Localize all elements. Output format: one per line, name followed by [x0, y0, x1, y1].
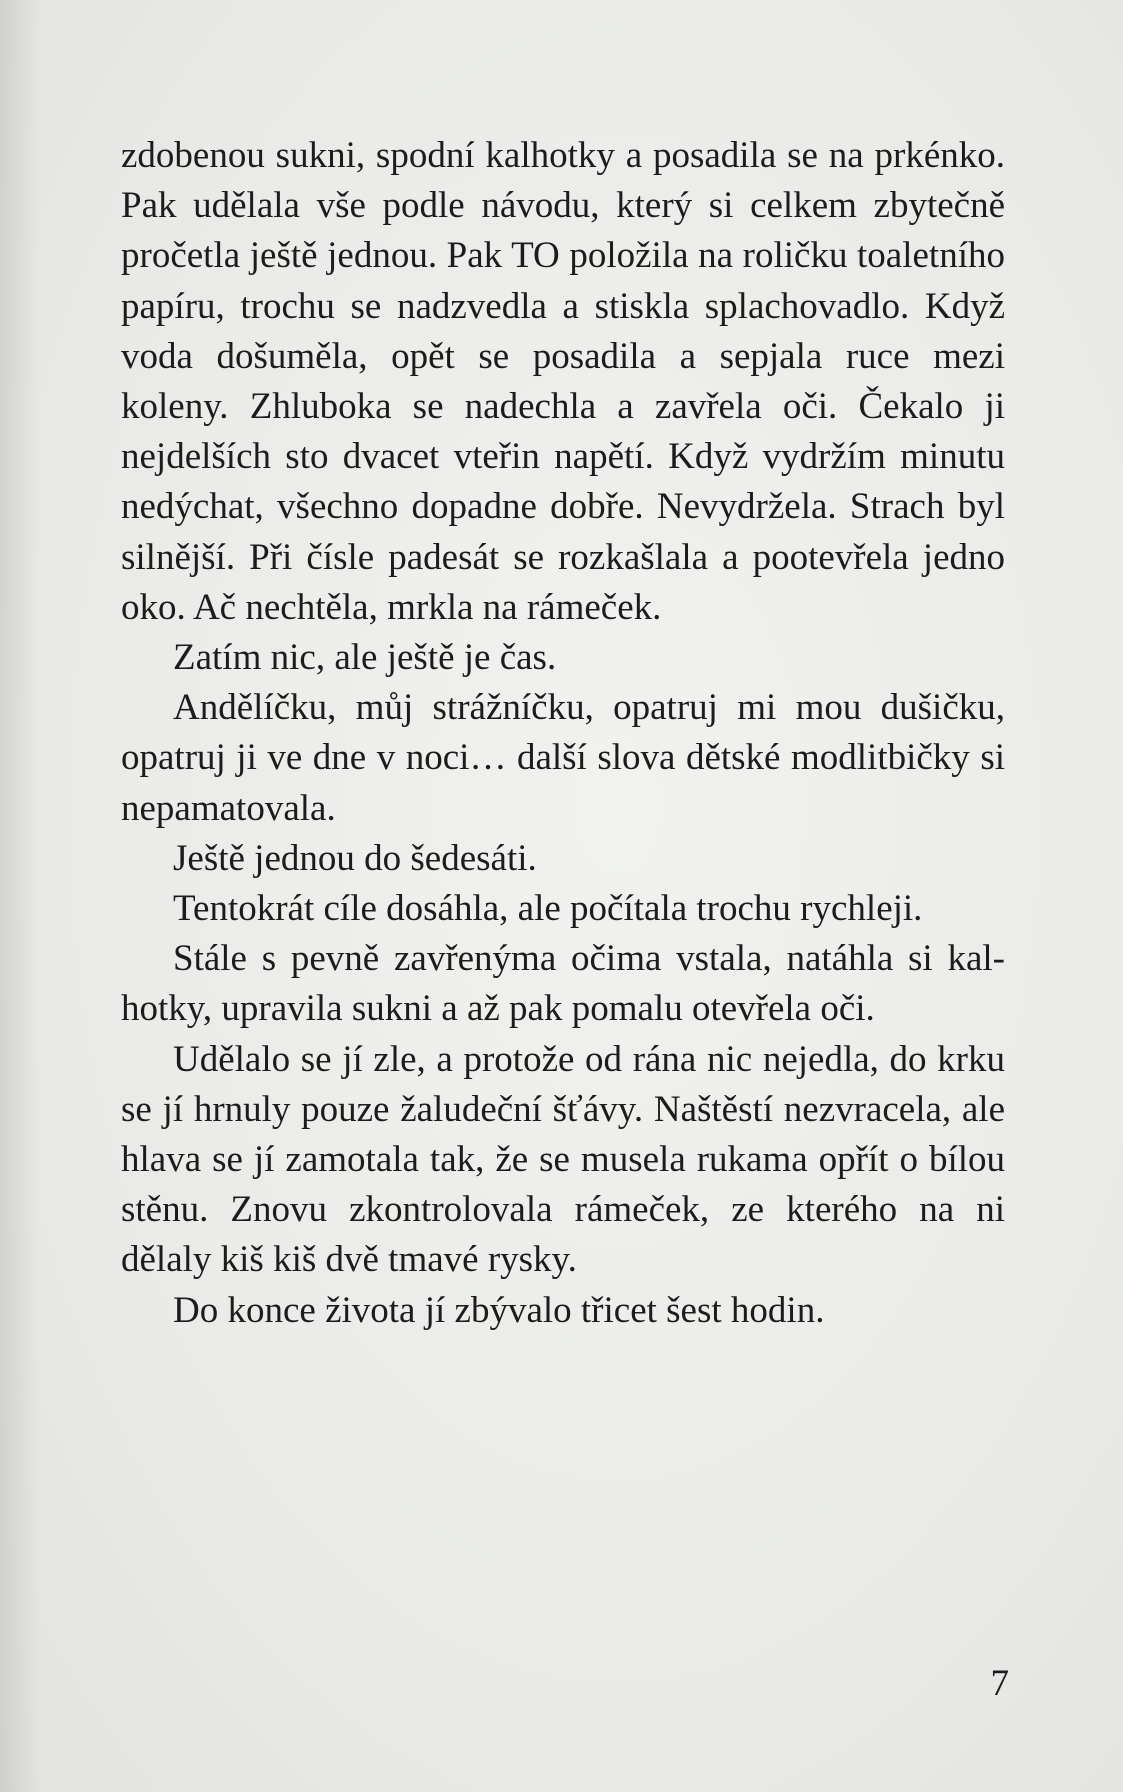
spine-shadow	[0, 0, 40, 1792]
paragraph: Stále s pevně zavřenýma očima vstala, natáhla si kalhotky, upravila sukni a až pak pomalu otevřela oči.	[121, 938, 1005, 1030]
paragraph: Tentokrát cíle dosáhla, ale počítala trochu rychleji.	[173, 888, 923, 930]
paragraph: Do konce života jí zbývalo třicet šest hodin.	[173, 1289, 825, 1331]
page-number: 7	[990, 1663, 1009, 1704]
paragraph: Udělalo se jí zle, a protože od rána nic nejedla, do krku se jí hrnuly pouze žaludeční šťávy. Naštěstí nezvracela, ale hlava se jí zamotala tak, že se musela rukama opřít o bílou stěnu. Znovu zkontrolovala rámeček, ze kterého na ni dělaly kiš kiš dvě tmavé rysky.	[121, 1038, 1005, 1281]
paragraph: zdobenou sukni, spodní kalhotky a posadila se na prkénko. Pak udělala vše podle návodu, který si celkem zbytečně pročetla ještě jednou. Pak TO položila na roličku toaletního papíru, trochu se nadzvedla a stiskla splachovadlo. Když voda došuměla, opět se posadila a sepjala ruce mezi koleny. Zhluboka se nadechla a zavřela oči. Čekalo ji nejdelších sto dvacet vteřin napětí. Když vydržím minutu nedýchat, všechno dopadne dobře. Nevydržela. Strach byl silnější. Při čísle padesát se rozkašlala a pootevřela jedno oko. Ač nechtěla, mrkla na rámeček.	[121, 135, 1005, 628]
paragraph: Zatím nic, ale ještě je čas.	[173, 637, 557, 679]
paragraph: Ještě jednou do šedesáti.	[173, 837, 537, 879]
body-text	[121, 131, 1005, 1336]
paragraph: Andělíčku, můj strážníčku, opatruj mi mou dušičku, opatruj ji ve dne v noci… další slova dětské modlitbičky si nepamatovala.	[121, 687, 1005, 829]
